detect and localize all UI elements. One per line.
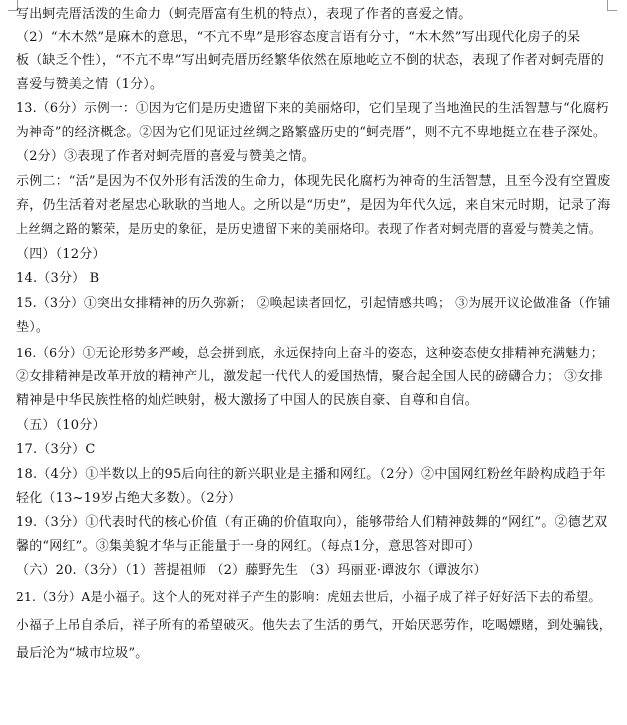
text-line: 弃，仍生活着对老屋忠心耿耿的当地人。之所以是“历史”，是因为年代久远，来自宋元时期，记录了海 bbox=[16, 198, 611, 213]
text-line: 21.（3分）A是小福子。这个人的死对祥子产生的影响：虎妞去世后，小福子成了祥子好好活下去的希望。 bbox=[16, 590, 601, 604]
text-line: （五）（10分） bbox=[16, 418, 106, 433]
text-line: 轻化（13~19岁占绝大多数）。（2分） bbox=[16, 491, 242, 506]
text-line: 13.（6分）示例一：①因为它们是历史遗留下来的美丽烙印，它们呈现了当地渔民的生活智慧与“化腐朽 bbox=[16, 101, 609, 116]
text-line: 垫）。 bbox=[16, 320, 50, 335]
text-line: 15.（3分）①突出女排精神的历久弥新； ②唤起读者回忆，引起情感共鸣； ③为展开议论做准备（作铺 bbox=[16, 296, 611, 311]
text-line: 14.（3分） B bbox=[16, 271, 100, 286]
text-line: ②女排精神是改革开放的精神产儿，激发起一代代人的爱国热情，聚合起全国人民的磅礴合力； ③女排 bbox=[16, 369, 603, 384]
text-line: 板（缺乏个性），“不亢不卑”写出蚵壳厝历经繁华依然在原地屹立不倒的状态，表现了作者对蚵壳厝的 bbox=[16, 53, 604, 68]
text-line: 上丝绸之路的繁荣，是历史的象征，是历史遗留下来的美丽烙印。表现了作者对蚵壳厝的喜爱与赞美之情。 bbox=[16, 222, 602, 236]
text-line: 示例二：“活”是因为不仅外形有活泼的生命力，体现先民化腐朽为神奇的生活智慧，且至今没有空置废 bbox=[16, 174, 611, 189]
text-line: （2）“木木然”是麻木的意思，“不亢不卑”是形容态度言语有分寸，“木木然”写出现代化房子的呆 bbox=[16, 30, 581, 45]
text-line: （六）20.（3分）（1）菩提祖师 （2）藤野先生 （3）玛丽亚·谭波尔（谭波尔） bbox=[16, 563, 487, 578]
text-line: 17.（3分）C bbox=[16, 442, 96, 457]
text-line: 小福子上吊自杀后，祥子所有的希望破灭。他失去了生活的勇气，开始厌恶劳作，吃喝嫖赌，到处骗钱， bbox=[16, 618, 612, 633]
text-line: 16.（6分）①无论形势多严峻，总会拼到底，永远保持向上奋斗的姿态，这种姿态使女排精神充满魅力； bbox=[16, 345, 604, 360]
text-line: 写出蚵壳厝活泼的生命力（蚵壳厝富有生机的特点），表现了作者的喜爱之情。 bbox=[16, 7, 472, 22]
text-line: 最后沦为“城市垃圾”。 bbox=[16, 646, 149, 661]
text-line: 18.（4分）①半数以上的95后向往的新兴职业是主播和网红。（2分）②中国网红粉丝年龄构成趋于年 bbox=[16, 467, 606, 482]
text-line: 喜爱与赞美之情（1分）。 bbox=[16, 77, 164, 92]
text-line: （四）（12分） bbox=[16, 247, 106, 262]
text-line: 为神奇”的经济概念。②因为它们见证过丝绸之路繁盛历史的“蚵壳厝”，则不亢不卑地挺立在巷子深处。 bbox=[16, 125, 606, 140]
text-line: 精神是中华民族性格的灿烂映射，极大激扬了中国人的民族自豪、自尊和自信。 bbox=[16, 393, 479, 408]
page-corner-mark-right bbox=[607, 0, 617, 11]
text-line: 19.（3分）①代表时代的核心价值（有正确的价值取向），能够带给人们精神鼓舞的“网红”。②德艺双 bbox=[16, 515, 608, 530]
text-line: （2分）③表现了作者对蚵壳厝的喜爱与赞美之情。 bbox=[16, 149, 315, 164]
text-line: 馨的“网红”。③集美貌才华与正能量于一身的网红。（每点1分，意思答对即可） bbox=[16, 539, 481, 554]
